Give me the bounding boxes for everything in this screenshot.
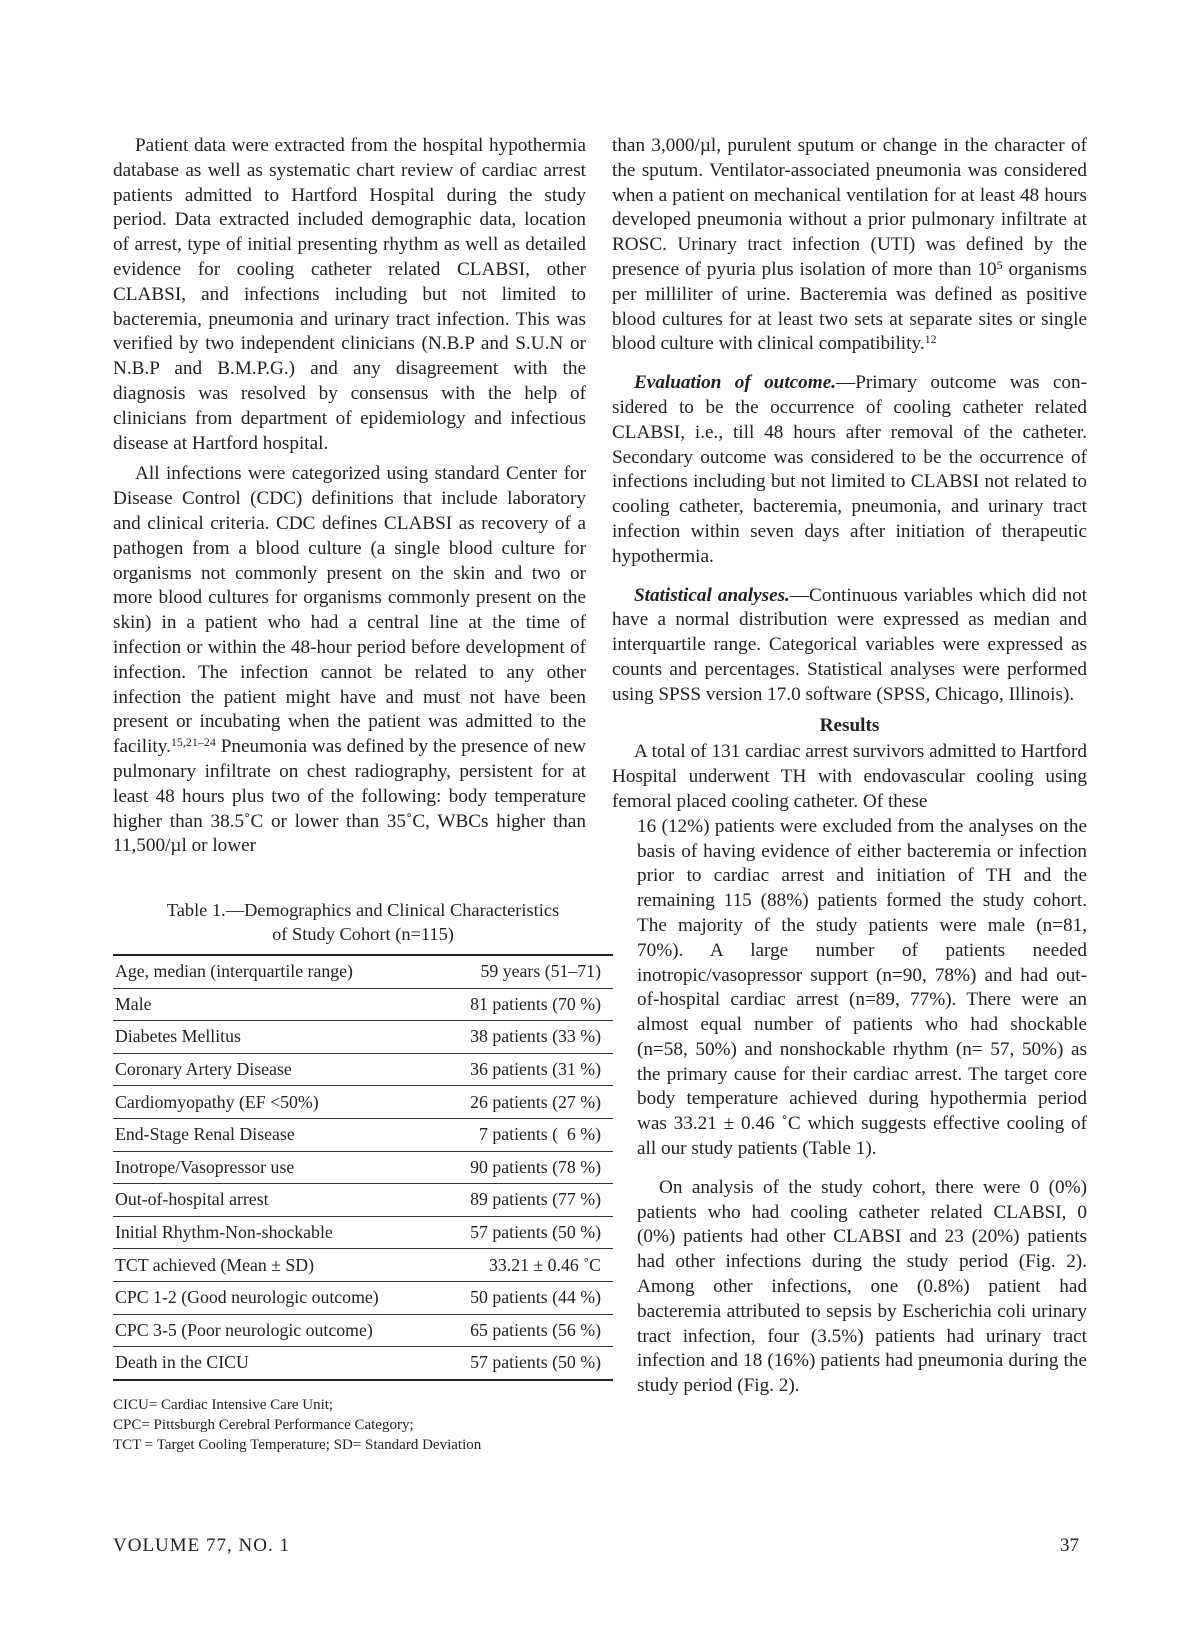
row-value: 50 patients (44 %) xyxy=(438,1281,613,1314)
results-paragraph-1a: A total of 131 cardiac arrest survivors admitted to Hartford Hospital underwent TH with endovascular cooling using femoral placed cooling catheter. Of these xyxy=(612,741,1087,812)
row-value: 7 patients ( 6 %) xyxy=(438,1118,613,1151)
section-heading: Statistical analyses. xyxy=(634,584,790,606)
row-label: Coronary Artery Disease xyxy=(113,1053,438,1086)
section-heading: Evaluation of outcome. xyxy=(634,372,837,394)
results-heading: Results xyxy=(819,714,880,736)
evaluation-of-outcome-paragraph: Evaluation of outcome.—Primary outcome was considered to be the occurrence of cooling catheter related CLABSI, i.e., till 48 hours after removal of the catheter. Secondary outcome was considered to be the occurrence of infections including but not limited to CLABSI not related to cooling catheter, bacteremia, pneumonia, and urinary tract infection within seven days after initiation of therapeutic hypothermia. xyxy=(612,372,1087,567)
statistical-analyses-paragraph: Statistical analyses.—Continuous variables which did not have a normal distribution were expressed as median and interquartile range. Categorical variables were expressed as counts and percentages. Statistical analyses were performed using SPSS version 17.0 software (SPSS, Chicago, Illinois). xyxy=(612,584,1087,705)
row-label: TCT achieved (Mean ± SD) xyxy=(113,1249,438,1282)
results-paragraph-1b: 16 (12%) patients were excluded from the analyses on the basis of having evidence of either bacteremia or infection prior to cardiac arrest and initiation of TH and the remaining 115 (88%) patients formed the study cohort. The majority of the study patients were male (n=81, 70%). A large number of patients needed inotropic/vasopressor support (n=90, 78%) and had out-of-hospital cardiac arrest (n=89, 77%). There were an almost equal number of patients who had shockable (n=58, 50%) and nonshockable rhythm (n= 57, 50%) as the primary cause for their cardiac arrest. The target core body temperature achieved during hypothermia period was 33.21 ± 0.46 ˚C which suggests effective cooling of all our study patients (Table 1). xyxy=(637,815,1087,1160)
row-label: Initial Rhythm-Non-shockable xyxy=(113,1216,438,1249)
volume-footer: VOLUME 77, NO. 1 xyxy=(113,1535,290,1556)
row-label: CPC 3-5 (Poor neurologic outcome) xyxy=(113,1314,438,1347)
row-value: 57 patients (50 %) xyxy=(438,1347,613,1380)
table-row xyxy=(113,1086,613,1119)
results-paragraph-2: On analysis of the study cohort, there were 0 (0%) patients who had cooling catheter related CLABSI, 0 (0%) patients had other CLABSI and 23 (20%) patients had other infections during the study period (Fig. 2). Among other infections, one (0.8%) patient had bacteremia attributed to sepsis by Escherichia coli urinary tract infection, four (3.5%) patients had urinary tract infection and 18 (16%) patients had pneumonia during the study period (Fig. 2). xyxy=(637,1176,1087,1397)
row-value: 57 patients (50 %) xyxy=(438,1216,613,1249)
row-value: 89 patients (77 %) xyxy=(438,1184,613,1217)
row-value: 81 patients (70 %) xyxy=(438,988,613,1021)
methods-paragraph-3: than 3,000/µl, purulent sputum or change in the character of the sputum. Ventilator-associated pneumonia was considered when a patient on mechanical ventilation for at least 48 hours developed pneumonia without a prior pulmonary infiltrate at ROSC. Urinary tract infection (UTI) was defined by the presence of pyuria plus isolation of more than $10^5$ organisms per milliliter of urine. Bacteremia was defined as positive blood cultures for at least two sets at separate sites or single blood culture with clinical compatibility.$^{12}$ xyxy=(612,135,1087,355)
demographics-table xyxy=(113,954,613,1381)
methods-paragraph-1: Patient data were extracted from the hospital hypothermia database as well as systematic chart review of cardiac arrest patients admitted to Hartford Hospital during the study period. Data extracted included demographic data, location of arrest, type of initial presenting rhythm as well as detailed evidence for cooling catheter related CLABSI, other CLABSI, and infections including but not limited to bacteremia, pneumonia and urinary tract infection. This was verified by two independent clinicians (N.B.P and S.U.N or N.B.P and B.M.P.G.) and any disagreement with the diagnosis was resolved by consensus with the help of clinicians from department of epidemiology and infectious disease at Hartford hospital. xyxy=(113,135,586,454)
row-value: 65 patients (56 %) xyxy=(438,1314,613,1347)
left-column xyxy=(113,134,586,859)
table-row xyxy=(113,1249,613,1282)
row-label: Male xyxy=(113,988,438,1021)
methods-paragraph-2: All infections were categorized using standard Center for Disease Control (CDC) definitions that include laboratory and clinical criteria. CDC defines CLABSI as recovery of a pathogen from a blood culture (a single blood culture for organisms not commonly present on the skin and two or more blood cultures for organisms commonly present on the skin) in a patient who had a central line at the time of infection or within the 48-hour period before development of infection. The infection cannot be related to any other infection the patient might have and must not have been present or incubating when the patient was admitted to the facility.$^{15,21-24}$ Pneumonia was defined by the presence of new pulmonary infiltrate on chest radiography, persistent for at least 48 hours plus two of the following: body temperature higher than 38.5˚C or lower than 35˚C, WBCs higher than 11,500/µl or lower xyxy=(113,463,586,857)
table-row xyxy=(113,1216,613,1249)
table-footnotes xyxy=(113,1395,613,1455)
table-row xyxy=(113,1314,613,1347)
table-caption: Table 1.—Demographics and Clinical Characteristics of Study Cohort (n=115) xyxy=(166,900,560,944)
table-row xyxy=(113,1118,613,1151)
row-label: Death in the CICU xyxy=(113,1347,438,1380)
row-value: 38 patients (33 %) xyxy=(438,1021,613,1054)
table-row xyxy=(113,1053,613,1086)
row-label: Inotrope/Vasopressor use xyxy=(113,1151,438,1184)
row-value: 36 patients (31 %) xyxy=(438,1053,613,1086)
footnote: TCT = Target Cooling Temperature; SD= Standard Deviation xyxy=(113,1436,482,1453)
table-row xyxy=(113,988,613,1021)
row-label: Age, median (interquartile range) xyxy=(113,955,438,988)
right-column xyxy=(612,134,1087,1399)
table-row xyxy=(113,1281,613,1314)
footnote: CICU= Cardiac Intensive Care Unit; xyxy=(113,1396,334,1413)
row-label: Diabetes Mellitus xyxy=(113,1021,438,1054)
table-row xyxy=(113,955,613,988)
row-value: 59 years (51–71) xyxy=(438,955,613,988)
table-1 xyxy=(113,898,613,1455)
row-label: Out-of-hospital arrest xyxy=(113,1184,438,1217)
footnote: CPC= Pittsburgh Cerebral Performance Category; xyxy=(113,1416,414,1433)
row-value: 33.21 ± 0.46 ˚C xyxy=(438,1249,613,1282)
row-label: CPC 1-2 (Good neurologic outcome) xyxy=(113,1281,438,1314)
row-label: End-Stage Renal Disease xyxy=(113,1118,438,1151)
row-value: 26 patients (27 %) xyxy=(438,1086,613,1119)
row-value: 90 patients (78 %) xyxy=(438,1151,613,1184)
table-row xyxy=(113,1184,613,1217)
table-row xyxy=(113,1347,613,1380)
row-label: Cardiomyopathy (EF <50%) xyxy=(113,1086,438,1119)
table-row xyxy=(113,1021,613,1054)
reference-superscript: 12 xyxy=(924,332,937,347)
reference-superscript: 15,21–24 xyxy=(170,735,216,750)
table-row xyxy=(113,1151,613,1184)
page-number: 37 xyxy=(1060,1535,1079,1556)
